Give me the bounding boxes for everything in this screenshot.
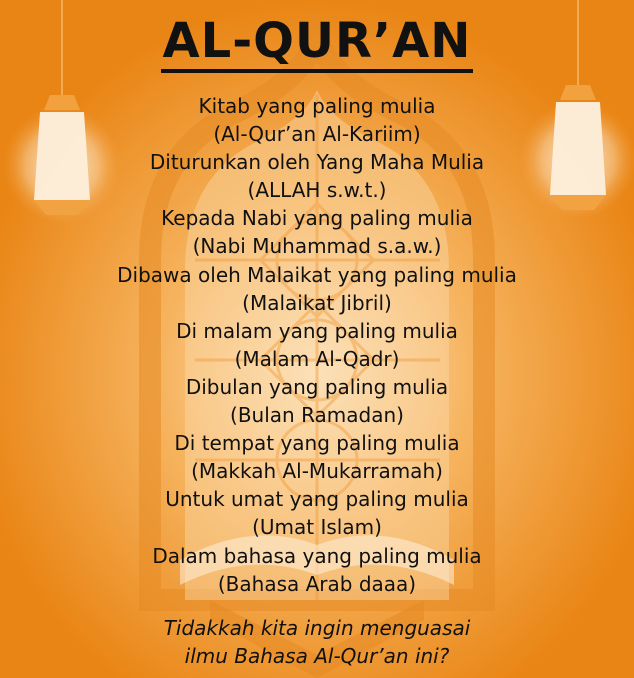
closing-question (0, 614, 634, 670)
page-title-text: AL-QUR’AN (161, 13, 474, 73)
poem-line: Dibawa oleh Malaikat yang paling mulia (117, 262, 517, 287)
poem-line: (Al-Qur’an Al-Kariim) (213, 122, 421, 147)
closing-line: Tidakkah kita ingin menguasai (163, 616, 471, 640)
poem-line: (ALLAH s.w.t.) (247, 178, 387, 203)
poem-line: (Nabi Muhammad s.a.w.) (192, 234, 442, 259)
poem-line: Diturunkan oleh Yang Maha Mulia (149, 150, 485, 175)
poem-line: (Malam Al-Qadr) (234, 346, 400, 371)
poem-line: Dibulan yang paling mulia (185, 374, 449, 399)
poem-line: (Bulan Ramadan) (230, 403, 404, 428)
poem-lines (0, 92, 634, 598)
poem-line: (Bahasa Arab daaa) (217, 571, 417, 596)
closing-line: ilmu Bahasa Al-Qur’an ini? (184, 644, 450, 668)
poem-line: Di malam yang paling mulia (176, 318, 458, 343)
poem-line: (Makkah Al-Mukarramah) (191, 459, 443, 484)
poem-line: Kepada Nabi yang paling mulia (161, 206, 473, 231)
poem-line: (Malaikat Jibril) (242, 290, 392, 315)
poem-line: Dalam bahasa yang paling mulia (152, 543, 482, 568)
poem-line: Di tempat yang paling mulia (174, 431, 460, 456)
page-title (0, 10, 634, 72)
poem-line: Untuk umat yang paling mulia (165, 487, 469, 512)
poem-line: Kitab yang paling mulia (198, 94, 436, 118)
poem-line: (Umat Islam) (252, 515, 382, 540)
